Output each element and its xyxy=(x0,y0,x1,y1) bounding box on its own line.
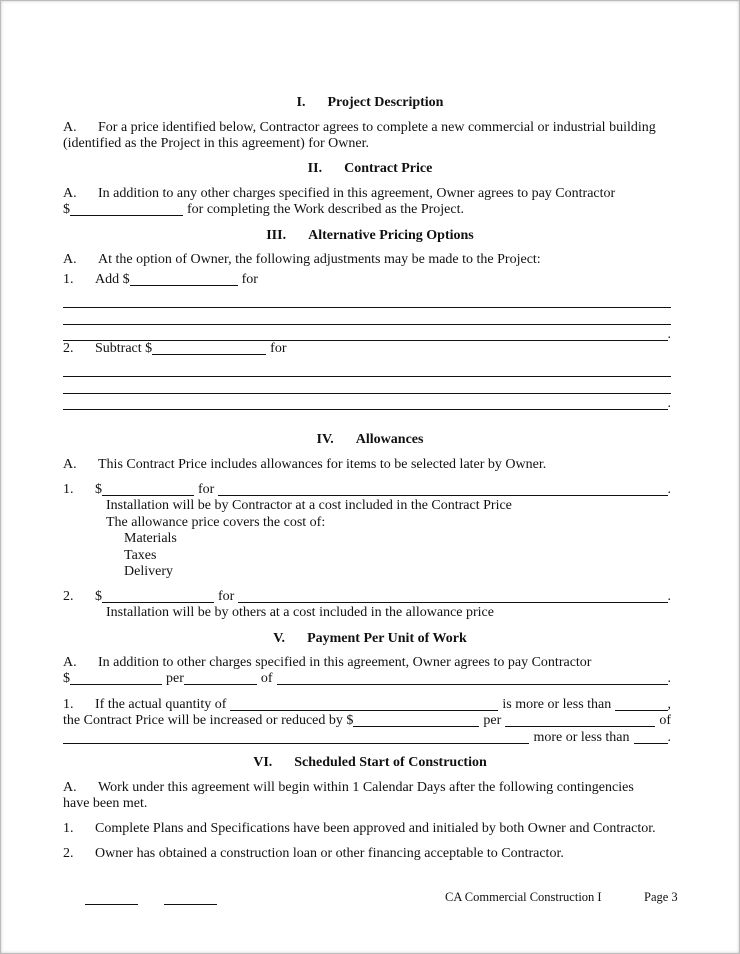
cover-item: Materials xyxy=(124,531,177,546)
cover-item: Taxes xyxy=(124,548,157,563)
section-heading-2: II. Contract Price xyxy=(307,161,433,176)
contingency-item: 2. Owner has obtained a construction loan or other financing acceptable to Contractor. xyxy=(63,846,564,861)
section-heading-6: VI. Scheduled Start of Construction xyxy=(253,755,487,770)
unit-blank[interactable] xyxy=(184,671,257,685)
subtract-desc-line: . xyxy=(63,395,671,412)
allowance-2-desc-blank[interactable] xyxy=(238,589,667,603)
add-desc-line xyxy=(63,293,671,310)
subtract-amount-blank[interactable] xyxy=(152,341,266,355)
contingency-item: 1. Complete Plans and Specifications have been approved and initialed by both Owner and Contractor. xyxy=(63,821,656,836)
section-heading-1: I. Project Description xyxy=(296,95,444,110)
threshold-blank[interactable] xyxy=(615,697,667,711)
section-6-para: A. Work under this agreement will begin within 1 Calendar Days after the following contingencies xyxy=(63,780,634,795)
allowance-item-1: 1. $ for . xyxy=(63,482,671,497)
contract-price-blank[interactable] xyxy=(70,202,183,216)
allowance-1-desc-blank[interactable] xyxy=(218,482,667,496)
unit-item-1-cont2: more or less than . xyxy=(63,729,671,746)
footer-page-number: Page 3 xyxy=(644,890,678,904)
unit-price-blank[interactable] xyxy=(70,671,162,685)
add-desc-blank-1[interactable] xyxy=(63,294,671,308)
add-desc-line xyxy=(63,310,671,327)
section-heading-5: V. Payment Per Unit of Work xyxy=(273,631,467,646)
section-5-para: A. In addition to other charges specified in this agreement, Owner agrees to pay Contractor xyxy=(63,655,592,670)
section-6-para-cont: have been met. xyxy=(63,796,148,811)
subtract-item: 2. Subtract $ for xyxy=(63,341,287,356)
allowance-1-amount-blank[interactable] xyxy=(102,482,194,496)
subtract-desc-line xyxy=(63,379,671,396)
subtract-desc-blank-1[interactable] xyxy=(63,363,671,377)
adjust-work-blank[interactable] xyxy=(63,730,529,744)
subtract-desc-blank-2[interactable] xyxy=(63,380,671,394)
section-1-para: A. For a price identified below, Contractor agrees to complete a new commercial or industrial building xyxy=(63,120,656,135)
unit-item-1-cont: the Contract Price will be increased or reduced by $ per of xyxy=(63,713,671,728)
subtract-desc-blank-3[interactable] xyxy=(63,396,668,410)
section-1-para-cont: (identified as the Project in this agreement) for Owner. xyxy=(63,136,369,151)
allowance-item-2: 2. $ for . xyxy=(63,589,671,604)
add-desc-blank-3[interactable] xyxy=(63,327,668,341)
section-heading-4: IV. Allowances xyxy=(316,432,424,447)
subtract-desc-line xyxy=(63,362,671,379)
section-2-para-cont: $ for completing the Work described as the Project. xyxy=(63,202,464,217)
work-blank[interactable] xyxy=(277,671,668,685)
unit-item-1: 1. If the actual quantity of is more or less than , xyxy=(63,697,671,712)
quantity-blank[interactable] xyxy=(230,697,498,711)
footer-doc-title: CA Commercial Construction I xyxy=(445,890,602,904)
adjust-unit-blank[interactable] xyxy=(505,713,655,727)
add-item: 1. Add $ for xyxy=(63,272,258,287)
initials-blank-contractor[interactable] xyxy=(164,904,217,905)
section-5-para-cont: $ per of . xyxy=(63,671,671,686)
add-amount-blank[interactable] xyxy=(130,272,238,286)
add-desc-line: . xyxy=(63,326,671,343)
section-2-para: A. In addition to any other charges specified in this agreement, Owner agrees to pay Contractor xyxy=(63,186,616,201)
initials-blank-owner[interactable] xyxy=(85,904,138,905)
allowance-2-install: Installation will be by others at a cost included in the allowance price xyxy=(106,605,494,620)
allowance-1-install: Installation will be by Contractor at a cost included in the Contract Price xyxy=(106,498,512,513)
section-heading-3: III. Alternative Pricing Options xyxy=(266,228,474,243)
allowance-2-amount-blank[interactable] xyxy=(102,589,214,603)
section-3-para: A. At the option of Owner, the following adjustments may be made to the Project: xyxy=(63,252,541,267)
adjust-amount-blank[interactable] xyxy=(353,713,479,727)
section-4-para: A. This Contract Price includes allowances for items to be selected later by Owner. xyxy=(63,457,547,472)
cover-item: Delivery xyxy=(124,564,173,579)
allowance-1-covers: The allowance price covers the cost of: xyxy=(106,515,326,530)
adjust-threshold-blank[interactable] xyxy=(634,730,668,744)
add-desc-blank-2[interactable] xyxy=(63,311,671,325)
